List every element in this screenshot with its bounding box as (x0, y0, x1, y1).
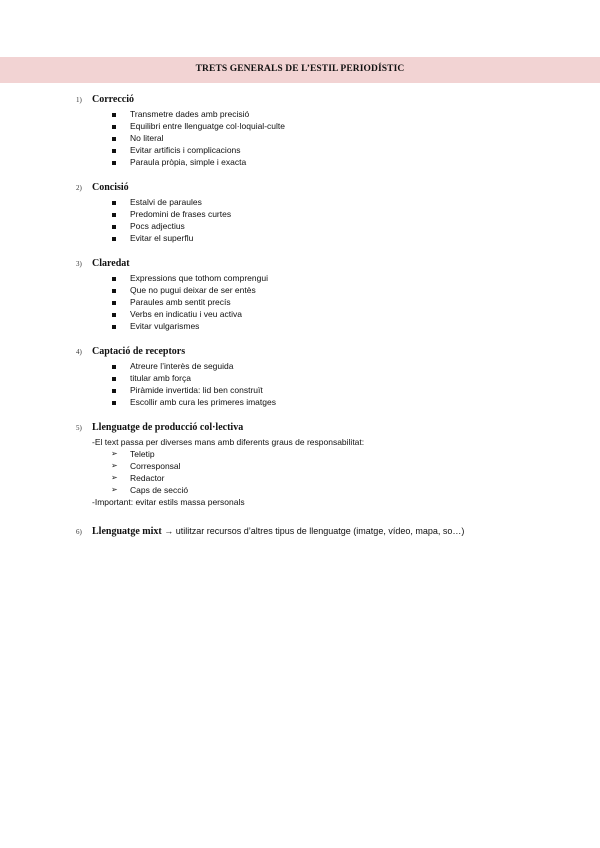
list-item: Escollir amb cura les primeres imatges (76, 396, 600, 408)
section-number: 3) (76, 260, 82, 268)
list-item: Paraula pròpia, simple i exacta (76, 156, 600, 168)
square-bullet-icon (112, 325, 116, 329)
list-item: Verbs en indicatiu i veu activa (76, 308, 600, 320)
arrow-bullet-icon: ➢ (111, 473, 118, 482)
square-bullet-icon (112, 125, 116, 129)
note-important: -Important: evitar estils massa personals (92, 497, 245, 507)
section-number: 1) (76, 96, 82, 104)
square-bullet-icon (112, 213, 116, 217)
bullet-list (76, 272, 600, 332)
list-item: ➢ Redactor (111, 473, 165, 483)
section-heading (76, 180, 600, 196)
section-claredat (76, 256, 600, 332)
list-item: Atreure l’interès de seguida (76, 360, 600, 372)
list-item: Que no pugui deixar de ser entès (76, 284, 600, 296)
note-intro: -El text passa per diverses mans amb diferents graus de responsabilitat: (92, 437, 365, 447)
list-item: ➢ Teletip (111, 449, 155, 459)
list-item: Estalvi de paraules (76, 196, 600, 208)
section-heading (76, 256, 600, 272)
arrow-list (76, 448, 600, 496)
square-bullet-icon (112, 201, 116, 205)
section-title: Claredat (92, 258, 130, 269)
list-item: Pocs adjectius (76, 220, 600, 232)
section-title-text: Llenguatge mixt (92, 526, 162, 537)
arrow-bullet-icon: ➢ (111, 485, 118, 494)
section-title: Captació de receptors (92, 346, 186, 357)
section-number: 4) (76, 348, 82, 356)
list-item: ➢ Corresponsal (111, 461, 181, 471)
square-bullet-icon (112, 225, 116, 229)
section-correccio (76, 92, 600, 168)
square-bullet-icon (112, 365, 116, 369)
square-bullet-icon (112, 313, 116, 317)
square-bullet-icon (112, 301, 116, 305)
bullet-list (76, 196, 600, 244)
section-title (92, 526, 464, 537)
document-body (0, 92, 600, 552)
arrow-bullet-icon: ➢ (111, 461, 118, 470)
list-item: Piràmide invertida: lid ben construït (76, 384, 600, 396)
bullet-list (76, 360, 600, 408)
section-title: Concisió (92, 182, 129, 193)
section-heading (76, 344, 600, 360)
list-item: Paraules amb sentit precís (76, 296, 600, 308)
list-item: Predomini de frases curtes (76, 208, 600, 220)
list-item: No literal (76, 132, 600, 144)
section-heading (76, 420, 600, 436)
square-bullet-icon (112, 113, 116, 117)
bullet-list (76, 108, 600, 168)
document-title: TRETS GENERALS DE L’ESTIL PERIODÍSTIC (195, 64, 405, 74)
list-item: Evitar vulgarismes (76, 320, 600, 332)
section-title-tail: → utilitzar recursos d’altres tipus de llenguatge (imatge, vídeo, mapa, so…) (161, 526, 465, 536)
square-bullet-icon (112, 161, 116, 165)
section-number: 2) (76, 184, 82, 192)
section-captacio (76, 344, 600, 408)
list-item: ➢ Caps de secció (111, 485, 189, 495)
list-item: titular amb força (76, 372, 600, 384)
square-bullet-icon (112, 289, 116, 293)
list-item: Evitar el superflu (76, 232, 600, 244)
section-llenguatge-mixt (76, 524, 600, 540)
section-produccio-collectiva (76, 420, 600, 508)
list-item: Equilibri entre llenguatge col·loquial-culte (76, 120, 600, 132)
list-item: Expressions que tothom comprengui (76, 272, 600, 284)
section-concisio (76, 180, 600, 244)
square-bullet-icon (112, 237, 116, 241)
square-bullet-icon (112, 389, 116, 393)
list-item: Transmetre dades amb precisió (76, 108, 600, 120)
section-heading (76, 524, 600, 540)
square-bullet-icon (112, 137, 116, 141)
section-title: Correcció (92, 94, 135, 105)
list-item: Evitar artificis i complicacions (76, 144, 600, 156)
square-bullet-icon (112, 377, 116, 381)
square-bullet-icon (112, 277, 116, 281)
arrow-bullet-icon: ➢ (111, 449, 118, 458)
section-number: 6) (76, 528, 82, 536)
square-bullet-icon (112, 401, 116, 405)
section-number: 5) (76, 424, 82, 432)
square-bullet-icon (112, 149, 116, 153)
section-title: Llenguatge de producció col·lectiva (92, 422, 244, 433)
section-heading (76, 92, 600, 108)
